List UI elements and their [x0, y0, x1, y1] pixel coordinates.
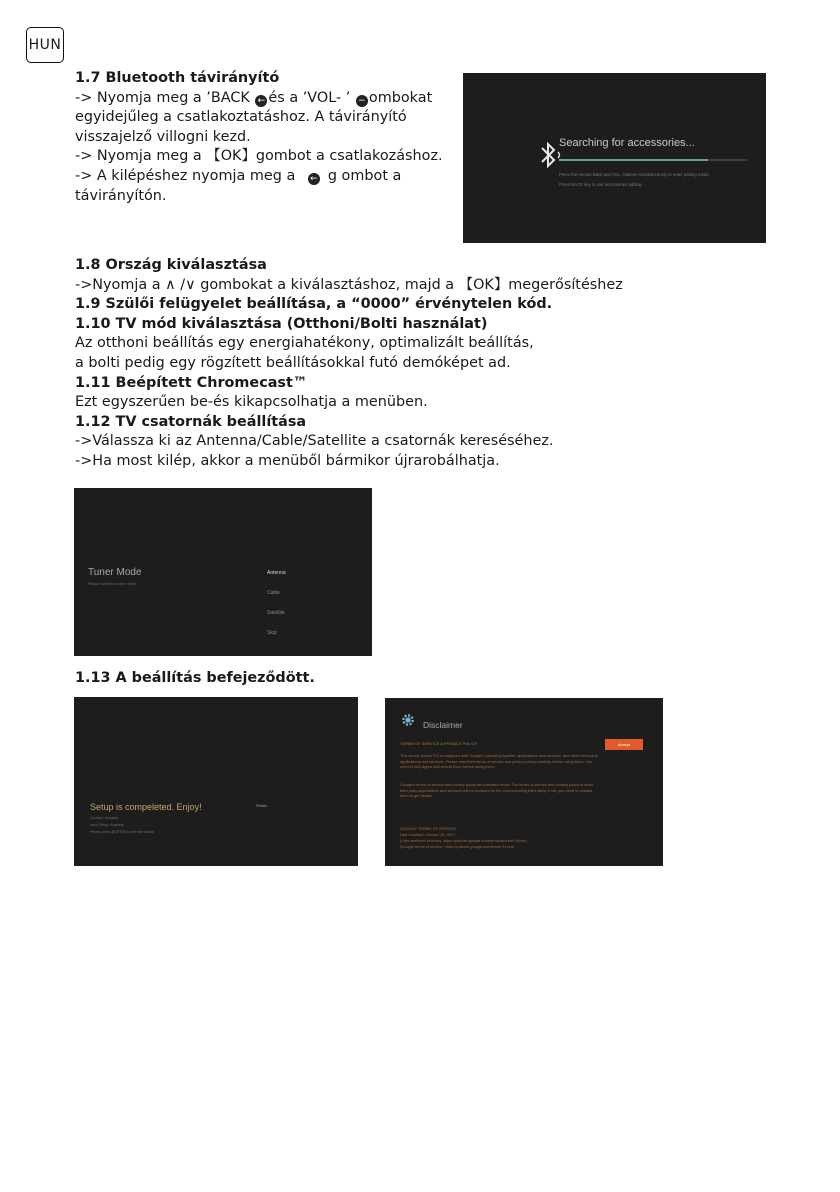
- screen-title: Disclaimer: [423, 720, 463, 730]
- disclaimer-paragraph: Google's terms of service and privacy policy are provided below. The terms of service and privacy policy of other third party applications and services will be provided by the corresponding third party. If not, you need to contact them to get details.: [400, 782, 594, 798]
- tuner-option-antenna[interactable]: Antenna: [267, 570, 286, 576]
- up-down-arrows: ∧ /∨: [165, 276, 196, 293]
- terms-link[interactable]: (Google terms of service, https://policies.google.com/terms?hl=en): [400, 844, 515, 849]
- info-text: Input Setup: Antenna: [90, 823, 124, 827]
- screen-title: Setup is compeleted. Enjoy!: [90, 802, 202, 812]
- text-line: ->Nyomja a ∧ /∨ gombokat a kiválasztáshoz, majd a 【OK】megerősítéshez: [75, 276, 623, 293]
- terms-date: Last modified: October 25, 2017: [400, 832, 456, 837]
- back-arrow-icon: ←: [308, 173, 320, 185]
- bluetooth-pairing-screenshot: [463, 73, 766, 243]
- accept-button[interactable]: Accept: [605, 739, 643, 750]
- screen-title: Searching for accessories...: [559, 137, 695, 149]
- section-heading: TERMS OF SERVICE & PRIVACY POLICY: [400, 741, 478, 746]
- text-line: visszajelző villogni kezd.: [75, 128, 251, 145]
- search-progress-bar: [559, 159, 747, 161]
- terms-link[interactable]: (View archived versions, https://policies.google.com/terms/archive?hl=en): [400, 838, 527, 843]
- text-line: -> Nyomja meg a ’BACK ← és a ’VOL- ’ − ombokat: [75, 89, 433, 106]
- tuner-mode-screenshot: [74, 488, 372, 656]
- info-text: Please press [ENTER] to exit the wizard: [90, 830, 154, 834]
- language-badge: HUN: [26, 27, 64, 63]
- text-line: egyidejűleg a csatlakoztatáshoz. A távirányító: [75, 109, 407, 126]
- tuner-option-skip[interactable]: Skip: [267, 630, 277, 636]
- volume-down-icon: −: [356, 95, 368, 107]
- terms-heading: GOOGLE TERMS OF SERVICE: [400, 826, 457, 831]
- text-line: -> A kilépéshez nyomja meg a ← g ombot a: [75, 167, 402, 184]
- text-line: -> Nyomja meg a 【OK】gombot a csatlakozáshoz.: [75, 148, 443, 165]
- text-line: ->Válassza ki az Antenna/Cable/Satellite a csatornák kereséséhez.: [75, 433, 554, 450]
- heading-1-7: 1.7 Bluetooth távirányító: [75, 70, 280, 86]
- tuner-option-satellite[interactable]: Satellite: [267, 610, 285, 616]
- back-arrow-icon: ←: [255, 95, 267, 107]
- screen-subtitle: Please select a tuner mode: [88, 581, 137, 586]
- section-settings: [75, 256, 623, 472]
- info-text: Country: Hungary: [90, 816, 119, 820]
- tuner-option-cable[interactable]: Cable: [267, 590, 281, 596]
- section-setup-complete: [75, 669, 315, 689]
- heading-1-8: 1.8 Ország kiválasztása: [75, 257, 267, 273]
- finish-button[interactable]: Finish: [256, 803, 267, 808]
- disclaimer-paragraph: This device (smart TV) is equipped with Google's operating system, applications and services, and other third party applications and services. Please read their terms of service and privacy policy carefully before using them. You need to fully agree and accept them before using them.: [400, 753, 598, 769]
- heading-1-9: 1.9 Szülői felügyelet beállítása, a “0000” érvénytelen kód.: [75, 296, 553, 313]
- progress-fill: [559, 159, 708, 161]
- text-line: távirányítón.: [75, 187, 167, 204]
- disclaimer-screenshot: [385, 698, 663, 866]
- setup-complete-screenshot: [74, 697, 358, 866]
- hint-text: Press the remote Back and VOL- buttons simultaneously to enter pairing mode.: [559, 172, 710, 177]
- text-line: ->Ha most kilép, akkor a menüből bármikor újrarobálhatja.: [75, 452, 500, 469]
- text-line: a bolti pedig egy rögzített beállításokkal futó demóképet ad.: [75, 354, 511, 371]
- heading-1-10: 1.10 TV mód kiválasztása (Otthoni/Bolti használat): [75, 315, 488, 332]
- text-line: Ezt egyszerűen be-és kikapcsolhatja a menüben.: [75, 394, 428, 411]
- section-bluetooth-remote: [75, 69, 443, 206]
- gear-icon: [401, 713, 415, 727]
- heading-1-11: 1.11 Beépített Chromecast™: [75, 374, 308, 391]
- heading-1-12: 1.12 TV csatornák beállítása: [75, 413, 307, 430]
- text-line: Az otthoni beállítás egy energiahatékony, optimalizált beállítás,: [75, 335, 534, 352]
- heading-1-13: 1.13 A beállítás befejeződött.: [75, 670, 315, 686]
- hint-text: Press BACK key to exit accessories adding.: [559, 182, 643, 187]
- screen-title: Tuner Mode: [88, 567, 142, 578]
